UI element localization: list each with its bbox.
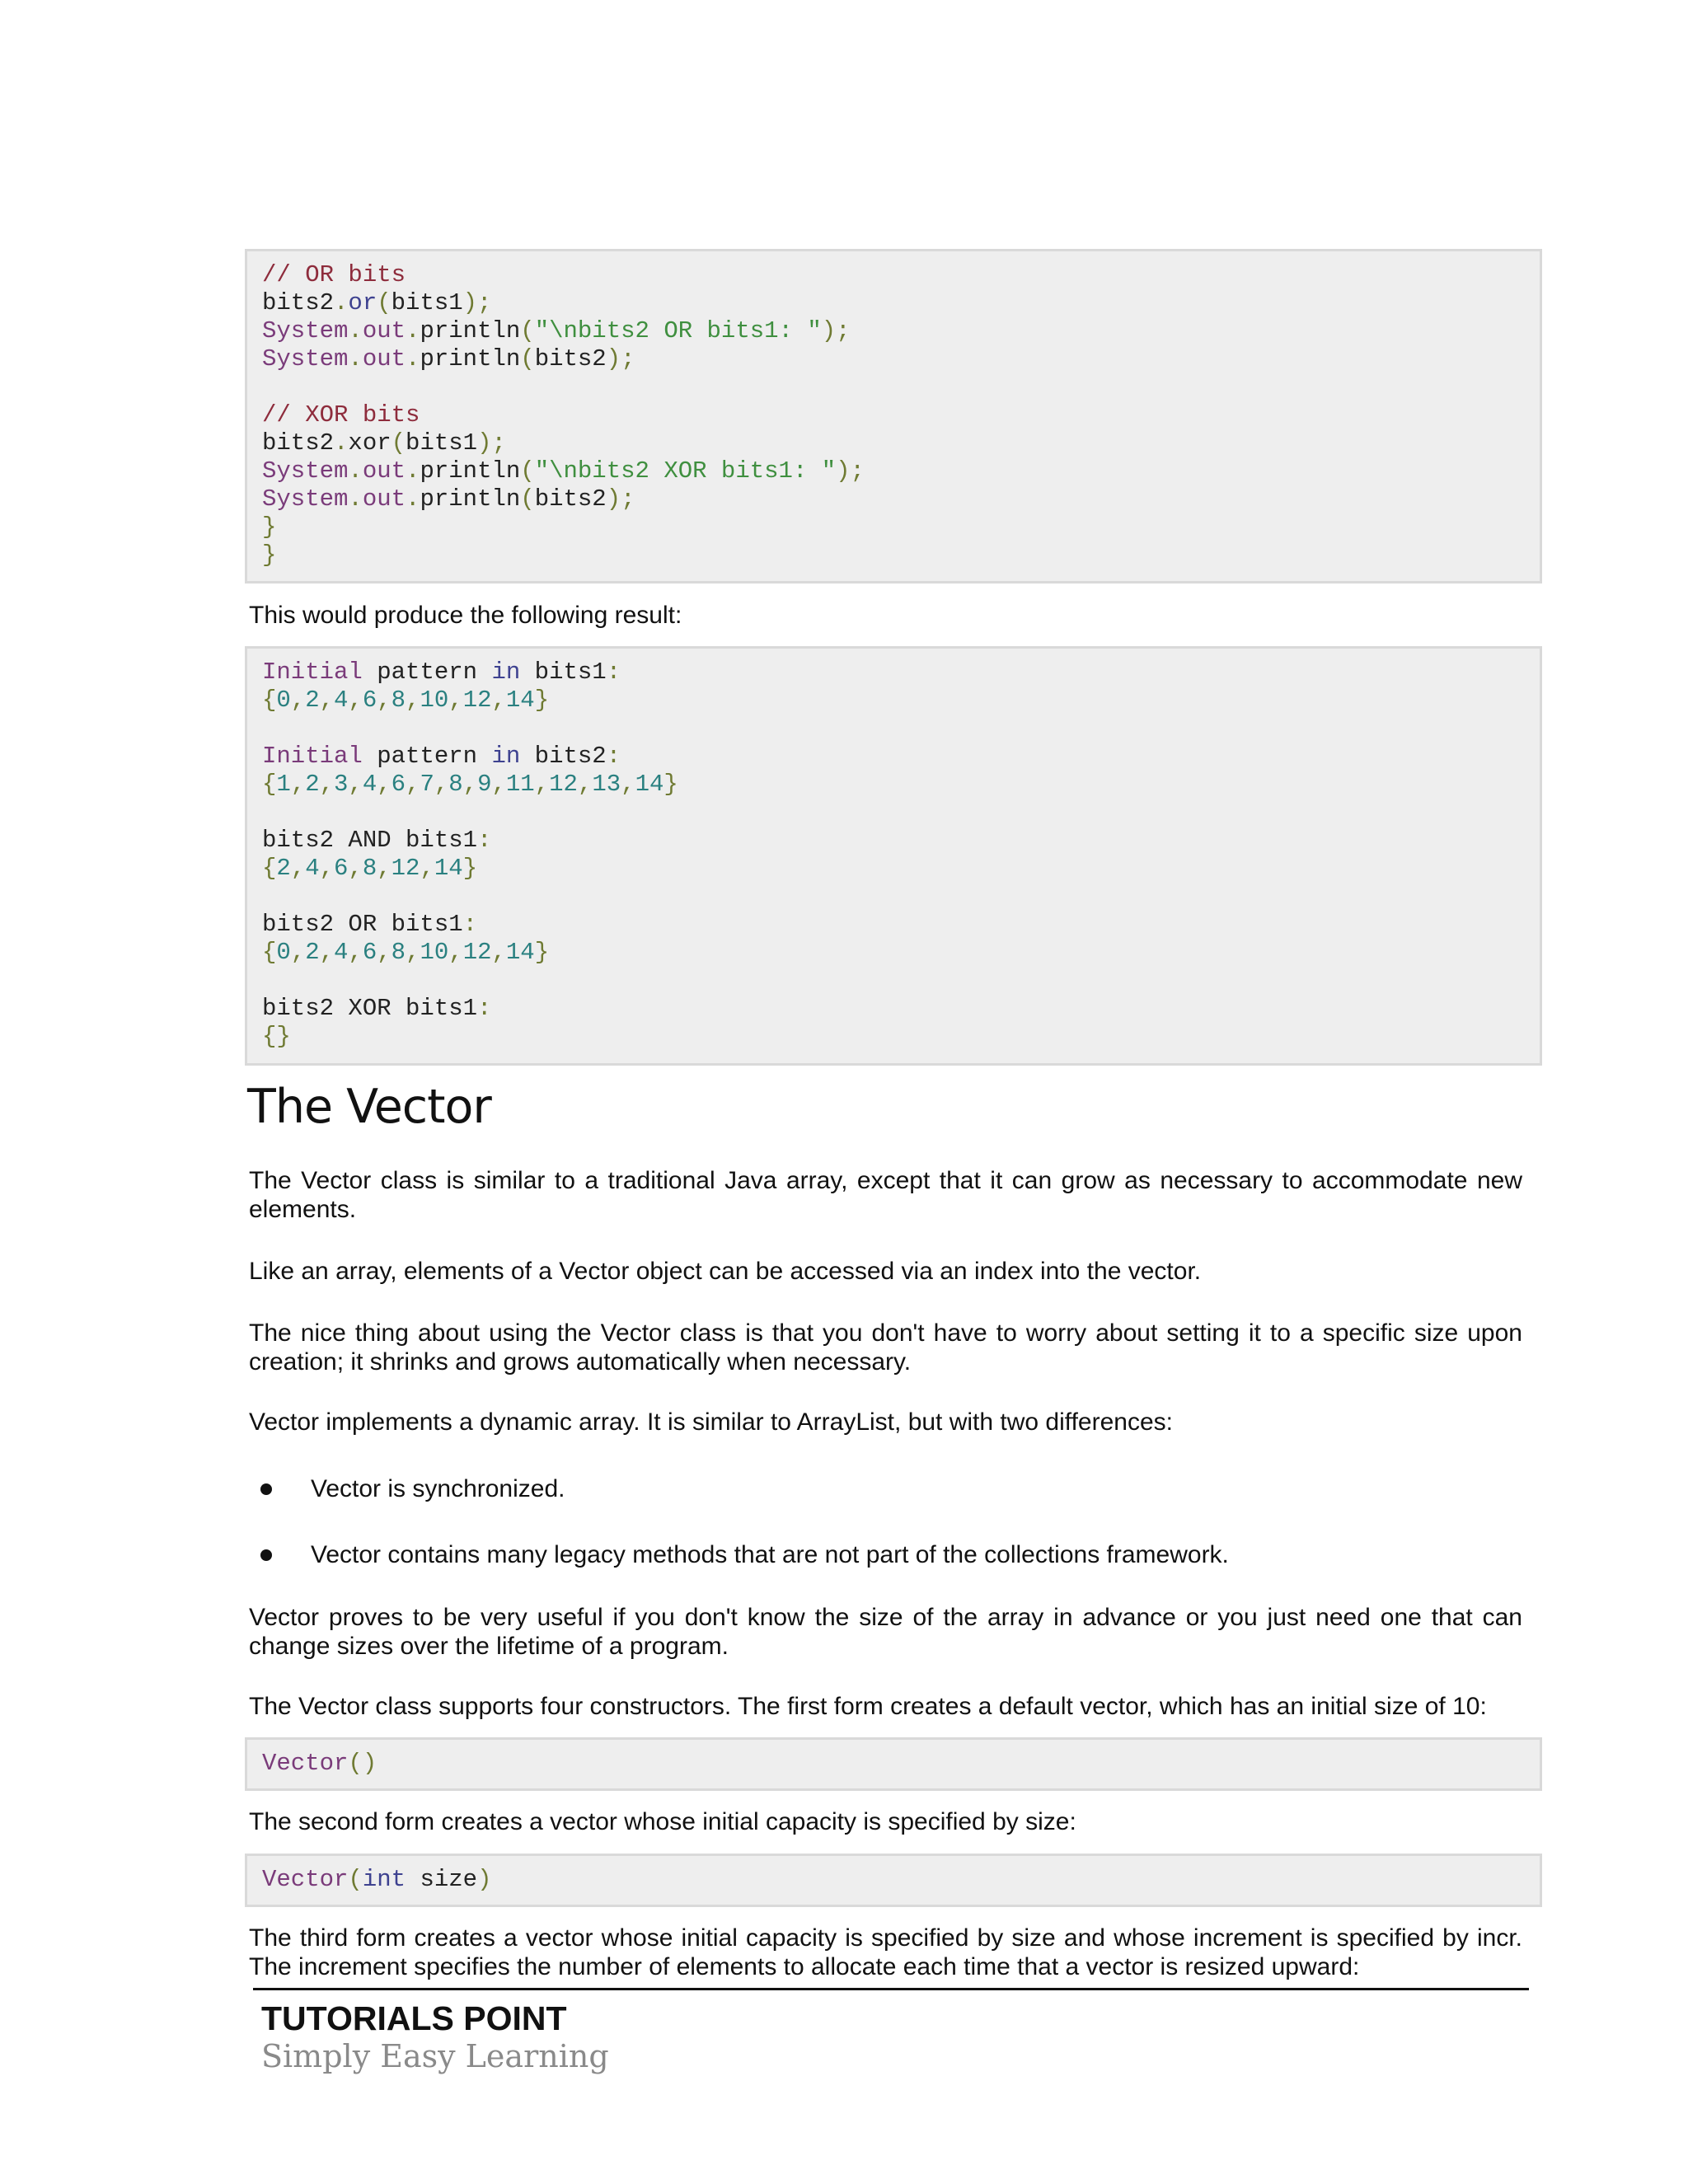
code-token: } <box>462 855 478 882</box>
code-token: , <box>406 939 420 966</box>
code-line <box>262 513 1525 541</box>
code-line <box>262 771 1525 799</box>
code-token: 12 <box>391 855 420 882</box>
code-line <box>262 289 1525 317</box>
code-token: Vector <box>262 1866 349 1893</box>
code-token: ( <box>520 345 535 373</box>
code-token: 8 <box>362 855 377 882</box>
code-token: } <box>262 541 277 569</box>
code-token: , <box>319 687 335 714</box>
code-token: 14 <box>635 771 664 798</box>
code-token: } <box>534 687 550 714</box>
code-token: out <box>362 345 406 373</box>
code-token: , <box>290 939 306 966</box>
footer-rule <box>253 1988 1529 1990</box>
code-line <box>262 939 1525 967</box>
code-token: 12 <box>462 939 492 966</box>
code-token: 10 <box>420 939 449 966</box>
code-token: bits2 <box>534 345 607 373</box>
code-token: , <box>348 939 363 966</box>
code-token: 8 <box>391 939 406 966</box>
code-line <box>262 541 1525 569</box>
code-token: , <box>420 855 434 882</box>
code-token: bits2 <box>262 429 335 457</box>
code-token: , <box>462 771 478 798</box>
code-block-constructor-size <box>245 1854 1542 1907</box>
code-token: , <box>319 939 335 966</box>
paragraph-vector-differences: Vector implements a dynamic array. It is similar to ArrayList, but with two differences: <box>249 1408 1173 1436</box>
code-token: , <box>448 939 463 966</box>
code-line <box>262 799 1525 827</box>
code-token: 3 <box>334 771 349 798</box>
code-token: out <box>362 317 406 344</box>
code-token: { <box>262 939 277 966</box>
footer-tagline: Simply Easy Learning <box>261 2038 609 2074</box>
code-token: . <box>348 485 363 513</box>
bullet-item-synchronized: Vector is synchronized. <box>311 1475 565 1502</box>
code-token: () <box>348 1750 377 1777</box>
code-token: ( <box>520 317 535 344</box>
code-token: or <box>348 289 377 316</box>
code-token: : <box>477 827 492 854</box>
code-token: : <box>462 911 478 938</box>
code-token: , <box>377 771 392 798</box>
section-title: The Vector <box>247 1080 491 1134</box>
code-token: , <box>377 939 392 966</box>
code-token: ); <box>606 485 635 513</box>
code-token: , <box>621 771 635 798</box>
code-token: 2 <box>305 687 320 714</box>
code-token: 6 <box>391 771 406 798</box>
code-line <box>262 911 1525 939</box>
code-token: 9 <box>477 771 492 798</box>
code-token: System <box>262 457 349 485</box>
code-line <box>262 827 1525 855</box>
code-token: . <box>334 429 349 457</box>
code-token: bits2 <box>520 743 607 770</box>
code-line <box>262 261 1525 289</box>
code-token: int <box>362 1866 406 1893</box>
code-token: 14 <box>505 687 535 714</box>
code-token: , <box>290 855 306 882</box>
code-line <box>262 345 1525 373</box>
code-line <box>262 457 1525 485</box>
code-token: { <box>262 687 277 714</box>
code-token: 6 <box>334 855 349 882</box>
code-token: , <box>491 687 506 714</box>
code-token: , <box>406 771 420 798</box>
code-block-output <box>245 646 1542 1066</box>
code-token: "\nbits2 OR bits1: " <box>534 317 822 344</box>
code-token: , <box>348 771 363 798</box>
footer-brand: TUTORIALS POINT <box>261 1999 567 2037</box>
code-token: , <box>290 771 306 798</box>
code-line <box>262 429 1525 457</box>
code-token: 14 <box>434 855 463 882</box>
paragraph-vector-size: The nice thing about using the Vector class is that you don't have to worry about setting it to a specific size upon creation; it shrinks and grows automatically when necessary. <box>249 1319 1522 1376</box>
code-line <box>262 1866 1525 1894</box>
code-token: , <box>434 771 449 798</box>
code-token: bits2 OR bits1 <box>262 911 463 938</box>
code-token: , <box>491 939 506 966</box>
code-token: ); <box>821 317 851 344</box>
paragraph-vector-useful: Vector proves to be very useful if you don't know the size of the array in advance or you just need one that can change sizes over the lifetime of a program. <box>249 1604 1522 1660</box>
code-token: bits2 XOR bits1 <box>262 995 478 1022</box>
code-line <box>262 373 1525 401</box>
code-token: } <box>262 513 277 541</box>
code-token: , <box>319 771 335 798</box>
code-token: ( <box>520 485 535 513</box>
code-token: // OR bits <box>262 261 406 288</box>
code-line <box>262 967 1525 995</box>
code-token: } <box>663 771 678 798</box>
code-line <box>262 401 1525 429</box>
code-token: 2 <box>305 939 320 966</box>
code-line <box>262 883 1525 911</box>
code-token: ); <box>606 345 635 373</box>
code-token: ); <box>477 429 506 457</box>
code-line <box>262 317 1525 345</box>
code-token: System <box>262 345 349 373</box>
code-token: 12 <box>549 771 578 798</box>
code-token: bits1 <box>520 658 607 686</box>
code-line <box>262 1750 1525 1778</box>
code-token: : <box>477 995 492 1022</box>
code-token: 11 <box>505 771 535 798</box>
code-token: System <box>262 485 349 513</box>
code-token: 0 <box>276 939 291 966</box>
code-token: 10 <box>420 687 449 714</box>
code-token: Initial <box>262 743 363 770</box>
bullet-item-legacy: Vector contains many legacy methods that are not part of the collections framework. <box>311 1541 1229 1568</box>
code-token: 0 <box>276 687 291 714</box>
code-token: . <box>334 289 349 316</box>
code-token: {} <box>262 1023 291 1050</box>
code-token: ( <box>520 457 535 485</box>
code-token: bits2 <box>534 485 607 513</box>
code-token: 2 <box>276 855 291 882</box>
code-token: . <box>406 457 420 485</box>
code-token: , <box>491 771 506 798</box>
code-token: 6 <box>362 687 377 714</box>
code-token: , <box>448 687 463 714</box>
code-token: println <box>420 345 521 373</box>
bullet-dot <box>260 1549 272 1561</box>
code-token: out <box>362 457 406 485</box>
code-token: . <box>348 345 363 373</box>
code-line <box>262 485 1525 513</box>
paragraph-vector-index: Like an array, elements of a Vector object can be accessed via an index into the vector. <box>249 1258 1202 1285</box>
code-token: System <box>262 317 349 344</box>
code-token: in <box>491 743 521 770</box>
code-line <box>262 1023 1525 1051</box>
code-token: , <box>406 687 420 714</box>
code-token: 4 <box>362 771 377 798</box>
code-token: 4 <box>334 939 349 966</box>
code-line <box>262 995 1525 1023</box>
code-token: println <box>420 317 521 344</box>
result-intro: This would produce the following result: <box>249 602 682 629</box>
paragraph-vector-intro: The Vector class is similar to a traditional Java array, except that it can grow as necessary to accommodate new elements. <box>249 1167 1522 1223</box>
code-token: // XOR bits <box>262 401 420 429</box>
code-token: in <box>491 658 521 686</box>
code-token: 4 <box>334 687 349 714</box>
code-token: , <box>377 687 392 714</box>
code-token: } <box>534 939 550 966</box>
code-line <box>262 743 1525 771</box>
code-token: { <box>262 771 277 798</box>
code-token: , <box>290 687 306 714</box>
code-token: . <box>406 317 420 344</box>
code-token: pattern <box>362 743 492 770</box>
code-token: println <box>420 485 521 513</box>
code-token: 12 <box>462 687 492 714</box>
code-token: ); <box>462 289 492 316</box>
code-token: , <box>377 855 392 882</box>
code-token: . <box>348 457 363 485</box>
code-token: . <box>348 317 363 344</box>
code-token: 8 <box>391 687 406 714</box>
code-token: . <box>406 345 420 373</box>
bullet-dot <box>260 1483 272 1495</box>
paragraph-third-form: The third form creates a vector whose initial capacity is specified by size and whose increment is specified by incr. The increment specifies the number of elements to allocate each time that a vector is resized upward: <box>249 1924 1522 1980</box>
code-token: "\nbits2 XOR bits1: " <box>534 457 837 485</box>
code-token: size <box>406 1866 478 1893</box>
code-token: Initial <box>262 658 363 686</box>
code-token: 13 <box>592 771 621 798</box>
code-token: 7 <box>420 771 434 798</box>
code-line <box>262 715 1525 743</box>
code-token: Vector <box>262 1750 349 1777</box>
code-token: bits1 <box>391 289 463 316</box>
code-token: 4 <box>305 855 320 882</box>
code-line <box>262 658 1525 687</box>
code-block-or-xor <box>245 249 1542 583</box>
code-token: { <box>262 855 277 882</box>
code-token: , <box>348 855 363 882</box>
code-token: 1 <box>276 771 291 798</box>
code-line <box>262 687 1525 715</box>
code-token: 2 <box>305 771 320 798</box>
code-token: , <box>534 771 550 798</box>
code-token: ( <box>348 1866 363 1893</box>
code-token: bits1 <box>406 429 478 457</box>
code-token: : <box>606 743 621 770</box>
code-token: 8 <box>448 771 463 798</box>
code-token: out <box>362 485 406 513</box>
code-token: bits2 AND bits1 <box>262 827 478 854</box>
code-token: . <box>406 485 420 513</box>
code-token: 6 <box>362 939 377 966</box>
code-token: ( <box>391 429 406 457</box>
code-token: 14 <box>505 939 535 966</box>
code-token: bits2 <box>262 289 335 316</box>
code-token: , <box>348 687 363 714</box>
code-token: ) <box>477 1866 492 1893</box>
code-token: xor <box>348 429 392 457</box>
code-block-constructor-default <box>245 1737 1542 1791</box>
code-token: : <box>606 658 621 686</box>
code-token: pattern <box>362 658 492 686</box>
code-token: , <box>319 855 335 882</box>
code-token: ( <box>377 289 392 316</box>
code-token: println <box>420 457 521 485</box>
code-token: ); <box>836 457 865 485</box>
paragraph-constructors: The Vector class supports four constructors. The first form creates a default vector, which has an initial size of 10: <box>249 1693 1487 1720</box>
code-token: , <box>577 771 593 798</box>
code-line <box>262 855 1525 883</box>
paragraph-second-form: The second form creates a vector whose initial capacity is specified by size: <box>249 1808 1076 1835</box>
